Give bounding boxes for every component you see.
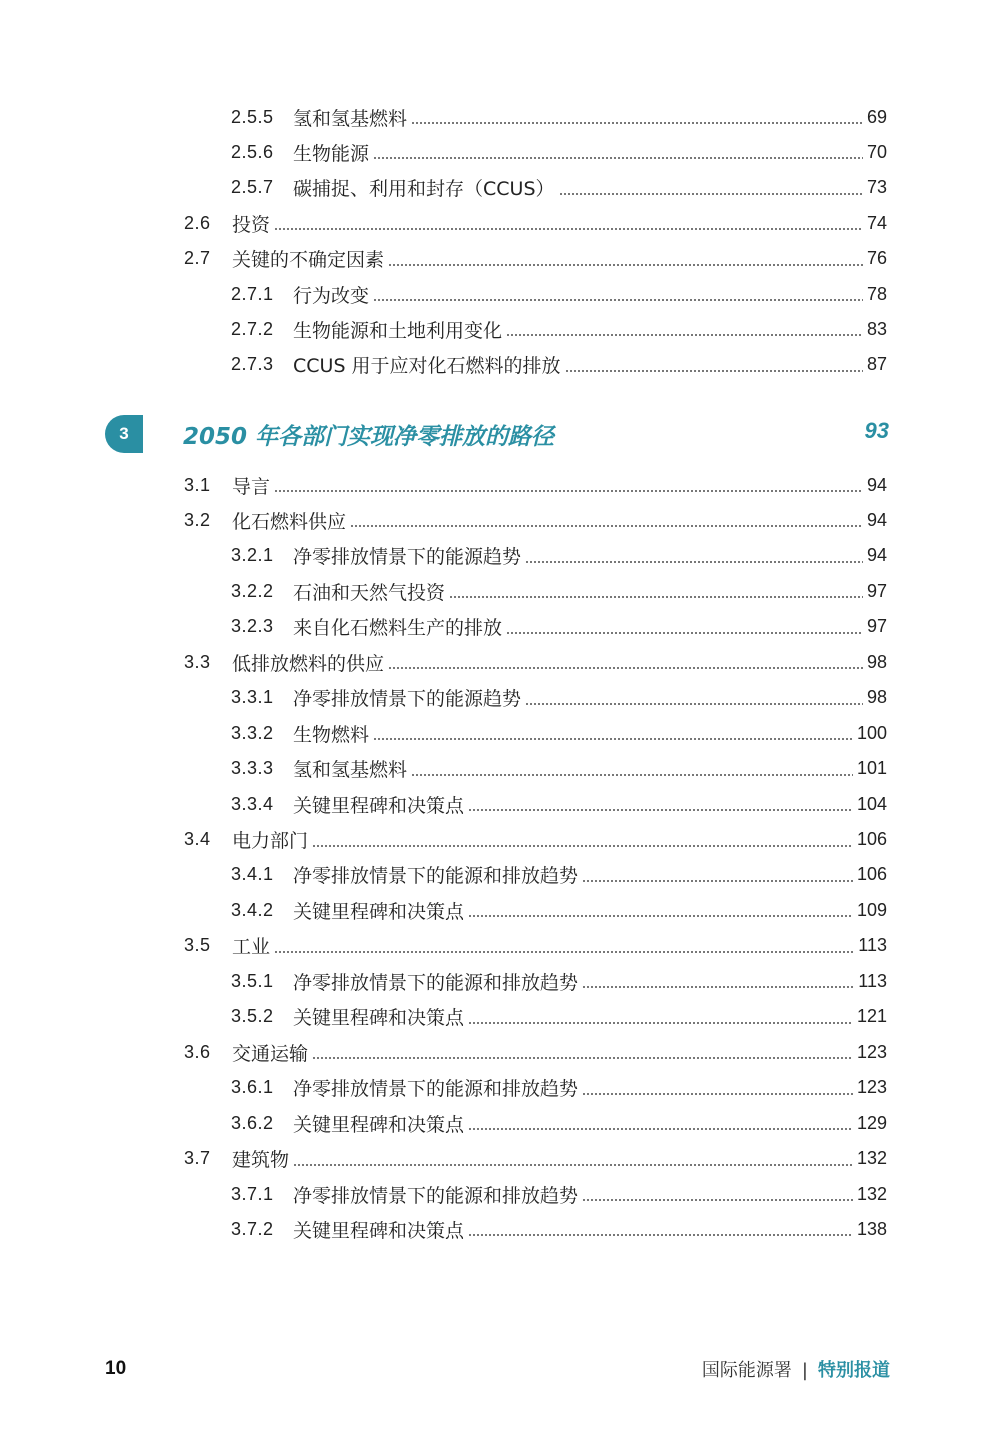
toc-dot-leader — [582, 1199, 853, 1201]
toc-entry-title[interactable]: 关键里程碑和决策点 — [293, 1007, 465, 1030]
toc-entry-title[interactable]: 净零排放情景下的能源和排放趋势 — [293, 1184, 579, 1207]
toc-dot-leader — [373, 738, 853, 740]
toc-entry-title[interactable]: 净零排放情景下的能源和排放趋势 — [293, 865, 579, 888]
toc-entry-page: 87 — [866, 354, 887, 375]
toc-dot-leader — [350, 525, 863, 527]
toc-entry-page: 98 — [866, 651, 887, 672]
toc-entry[interactable] — [0, 350, 1000, 380]
toc-entry-line — [232, 931, 887, 961]
toc-entry-number: 3.3 — [184, 651, 211, 672]
toc-entry-number: 3.6.2 — [231, 1112, 274, 1133]
toc-entry-page: 138 — [856, 1218, 887, 1239]
toc-entry-page: 129 — [856, 1112, 887, 1133]
toc-entry[interactable] — [0, 102, 1000, 132]
toc-entry-line — [232, 244, 887, 274]
toc-entry-title[interactable]: 生物能源 — [293, 142, 370, 165]
toc-entry[interactable] — [0, 860, 1000, 890]
toc-entry-page: 132 — [856, 1183, 887, 1204]
toc-entry-number: 3.5.1 — [231, 970, 274, 991]
toc-entry-page: 132 — [856, 1148, 887, 1169]
toc-entry-title[interactable]: 关键里程碑和决策点 — [293, 1219, 465, 1242]
toc-entry[interactable] — [0, 505, 1000, 535]
toc-entry-number: 3.2.2 — [231, 580, 274, 601]
toc-entry[interactable] — [0, 541, 1000, 571]
toc-entry-title[interactable]: 碳捕捉、利用和封存（CCUS） — [293, 178, 555, 201]
toc-entry-title[interactable]: 生物燃料 — [293, 723, 370, 746]
toc-entry-number: 3.2 — [184, 509, 211, 530]
toc-entry[interactable] — [0, 789, 1000, 819]
toc-entry[interactable] — [0, 1002, 1000, 1032]
toc-entry-number: 3.4.2 — [231, 899, 274, 920]
toc-dot-leader — [312, 845, 853, 847]
toc-dot-leader — [565, 370, 863, 372]
toc-dot-leader — [274, 228, 863, 230]
toc-entry[interactable] — [0, 208, 1000, 238]
toc-entry-page: 97 — [866, 616, 887, 637]
toc-entry[interactable] — [0, 173, 1000, 203]
toc-entry-title[interactable]: 关键里程碑和决策点 — [293, 900, 465, 923]
toc-entry-number: 3.3.4 — [231, 793, 274, 814]
toc-entry-line — [293, 1073, 887, 1103]
toc-entry[interactable] — [0, 1144, 1000, 1174]
footer-organization: 国际能源署 — [701, 1360, 792, 1381]
toc-entry-title[interactable]: 净零排放情景下的能源和排放趋势 — [293, 971, 579, 994]
toc-entry-page: 121 — [856, 1006, 887, 1027]
toc-entry-title[interactable]: 石油和天然气投资 — [293, 581, 446, 604]
toc-dot-leader — [468, 809, 853, 811]
toc-entry-title[interactable]: 净零排放情景下的能源和排放趋势 — [293, 1078, 579, 1101]
toc-entry[interactable] — [0, 647, 1000, 677]
toc-entry-number: 3.4 — [184, 829, 211, 849]
toc-dot-leader — [411, 774, 853, 776]
toc-entry[interactable] — [0, 1179, 1000, 1209]
toc-entry[interactable] — [0, 1073, 1000, 1103]
toc-entry-line — [232, 1037, 887, 1067]
toc-entry-line — [232, 505, 887, 535]
toc-dot-leader — [468, 915, 853, 917]
toc-entry[interactable] — [0, 895, 1000, 925]
toc-entry-number: 3.4.1 — [231, 864, 274, 885]
toc-entry-title[interactable]: 关键里程碑和决策点 — [293, 1113, 465, 1136]
toc-dot-leader — [388, 667, 863, 669]
toc-entry-title[interactable]: 生物能源和土地利用变化 — [293, 319, 503, 342]
toc-entry-page: 83 — [866, 318, 887, 339]
toc-entry-title[interactable]: 化石燃料供应 — [232, 510, 347, 533]
toc-entry-page: 113 — [858, 935, 887, 956]
toc-entry[interactable] — [0, 279, 1000, 309]
toc-entry-number: 3.2.3 — [231, 616, 274, 637]
footer-publisher — [702, 1356, 890, 1382]
chapter-title[interactable]: 2050 年各部门实现净零排放的路径 — [183, 424, 555, 450]
toc-entry-line — [293, 102, 887, 132]
toc-entry-number: 3.2.1 — [231, 545, 274, 566]
toc-entry-number: 3.5.2 — [231, 1006, 274, 1027]
toc-entry-number: 3.1 — [184, 474, 211, 495]
toc-entry-line — [293, 683, 887, 713]
toc-entry-page: 69 — [866, 106, 887, 127]
toc-entry-page: 109 — [856, 899, 887, 920]
toc-entry-title[interactable]: 关键里程碑和决策点 — [293, 794, 465, 817]
toc-dot-leader — [525, 561, 863, 563]
toc-entry-page: 98 — [866, 687, 887, 708]
toc-entry-line — [293, 1002, 887, 1032]
toc-entry-line — [293, 173, 887, 203]
toc-entry-title[interactable]: CCUS 用于应对化石燃料的排放 — [293, 355, 561, 378]
toc-dot-leader — [582, 986, 854, 988]
toc-entry-page: 74 — [866, 212, 887, 233]
toc-entry-number: 2.5.7 — [231, 177, 274, 198]
toc-entry-number: 3.3.2 — [231, 722, 274, 743]
toc-entry-number: 3.7 — [184, 1148, 211, 1169]
toc-entry-number: 3.7.1 — [231, 1183, 274, 1204]
toc-entry-line — [293, 314, 887, 344]
toc-entry-page: 94 — [866, 474, 887, 495]
toc-entry-title[interactable]: 行为改变 — [293, 284, 370, 307]
toc-dot-leader — [293, 1164, 853, 1166]
toc-entry-number: 2.7.1 — [231, 283, 274, 304]
toc-entry[interactable] — [0, 1108, 1000, 1138]
toc-entry-number: 2.7.3 — [231, 354, 274, 375]
toc-entry-line — [293, 576, 887, 606]
toc-entry[interactable] — [0, 966, 1000, 996]
toc-entry[interactable] — [0, 718, 1000, 748]
toc-entry-number: 3.5 — [184, 935, 211, 956]
toc-entry[interactable] — [0, 754, 1000, 784]
toc-entry-line — [293, 860, 887, 890]
toc-entry-number: 2.7.2 — [231, 318, 274, 339]
toc-entry-title[interactable]: 交通运输 — [232, 1042, 309, 1065]
chapter-number-badge: 3 — [105, 415, 143, 453]
toc-entry-number: 3.3.1 — [231, 687, 274, 708]
toc-entry[interactable] — [0, 137, 1000, 167]
toc-dot-leader — [373, 157, 863, 159]
toc-entry-page: 113 — [858, 970, 887, 991]
toc-entry-line — [232, 1144, 887, 1174]
toc-entry[interactable] — [0, 314, 1000, 344]
toc-entry-line — [293, 966, 887, 996]
toc-entry-title[interactable]: 关键的不确定因素 — [232, 249, 385, 272]
toc-dot-leader — [468, 1128, 853, 1130]
toc-entry-page: 123 — [856, 1041, 887, 1062]
toc-entry[interactable] — [0, 1037, 1000, 1067]
toc-dot-leader — [506, 632, 863, 634]
toc-entry-line — [293, 541, 887, 571]
toc-entry-line — [293, 754, 887, 784]
toc-dot-leader — [274, 951, 854, 953]
toc-entry-title[interactable]: 电力部门 — [232, 830, 309, 852]
footer-page-number: 10 — [105, 1358, 127, 1379]
chapter-page-number: 93 — [864, 418, 889, 443]
toc-entry-line — [293, 895, 887, 925]
toc-dot-leader — [506, 334, 863, 336]
toc-entry-title[interactable]: 来自化石燃料生产的排放 — [293, 617, 503, 640]
toc-entry-title[interactable]: 净零排放情景下的能源趋势 — [293, 546, 522, 569]
toc-entry-title[interactable]: 净零排放情景下的能源趋势 — [293, 688, 522, 711]
toc-entry[interactable] — [0, 470, 1000, 500]
toc-entry-number: 3.6.1 — [231, 1077, 274, 1098]
toc-entry[interactable] — [0, 683, 1000, 713]
toc-entry[interactable] — [0, 1214, 1000, 1244]
toc-entry-number: 3.7.2 — [231, 1218, 274, 1239]
toc-entry-line — [293, 350, 887, 380]
toc-entry-line — [293, 789, 887, 819]
toc-dot-leader — [388, 264, 863, 266]
toc-entry-line — [293, 279, 887, 309]
toc-entry-page: 73 — [866, 177, 887, 198]
toc-entry-page: 94 — [866, 509, 887, 530]
toc-entry-line — [293, 1179, 887, 1209]
footer-report-type: 特别报道 — [818, 1360, 890, 1381]
toc-dot-leader — [559, 193, 863, 195]
footer-separator: | — [801, 1360, 808, 1381]
toc-entry[interactable] — [0, 576, 1000, 606]
toc-entry-page: 70 — [866, 141, 887, 162]
toc-entry-line — [293, 718, 887, 748]
toc-entry-page: 104 — [856, 793, 887, 814]
toc-entry-number: 2.5.6 — [231, 141, 274, 162]
toc-dot-leader — [582, 880, 853, 882]
toc-entry-page: 100 — [856, 722, 887, 743]
toc-entry-number: 2.6 — [184, 212, 211, 233]
toc-entry-number: 2.7 — [184, 248, 211, 269]
toc-entry-title[interactable]: 氢和氢基燃料 — [293, 107, 408, 130]
toc-entry-number: 3.3.3 — [231, 758, 274, 779]
toc-dot-leader — [468, 1022, 853, 1024]
toc-entry-title[interactable]: 工业 — [232, 936, 271, 959]
toc-entry-page: 106 — [856, 829, 887, 849]
toc-dot-leader — [449, 596, 863, 598]
toc-entry-line — [293, 1108, 887, 1138]
toc-dot-leader — [312, 1057, 853, 1059]
toc-entry-page: 123 — [856, 1077, 887, 1098]
toc-entry-line — [232, 825, 887, 855]
toc-entry-line — [293, 612, 887, 642]
toc-dot-leader — [468, 1234, 853, 1236]
toc-entry-page: 94 — [866, 545, 887, 566]
toc-entry-number: 3.6 — [184, 1041, 211, 1062]
toc-entry-line — [232, 470, 887, 500]
toc-entry-line — [293, 1214, 887, 1244]
toc-dot-leader — [525, 703, 863, 705]
toc-entry-page: 97 — [866, 580, 887, 601]
toc-entry-title[interactable]: 建筑物 — [232, 1149, 290, 1172]
toc-entry-line — [232, 647, 887, 677]
toc-dot-leader — [274, 490, 863, 492]
toc-dot-leader — [411, 122, 863, 124]
toc-entry-title[interactable]: 低排放燃料的供应 — [232, 652, 385, 675]
toc-entry-line — [232, 208, 887, 238]
toc-entry-number: 2.5.5 — [231, 106, 274, 127]
toc-entry-page: 101 — [856, 758, 887, 779]
toc-entry[interactable] — [0, 931, 1000, 961]
toc-entry[interactable] — [0, 612, 1000, 642]
toc-entry-page: 106 — [856, 864, 887, 885]
toc-entry-title[interactable]: 氢和氢基燃料 — [293, 759, 408, 782]
toc-entry-title[interactable]: 投资 — [232, 213, 271, 236]
toc-dot-leader — [582, 1093, 853, 1095]
toc-dot-leader — [373, 299, 863, 301]
toc-entry-page: 76 — [866, 248, 887, 269]
toc-entry-title[interactable]: 导言 — [232, 475, 271, 498]
toc-entry[interactable] — [0, 244, 1000, 274]
toc-entry-page: 78 — [866, 283, 887, 304]
toc-entry[interactable] — [0, 825, 1000, 855]
toc-entry-line — [293, 137, 887, 167]
